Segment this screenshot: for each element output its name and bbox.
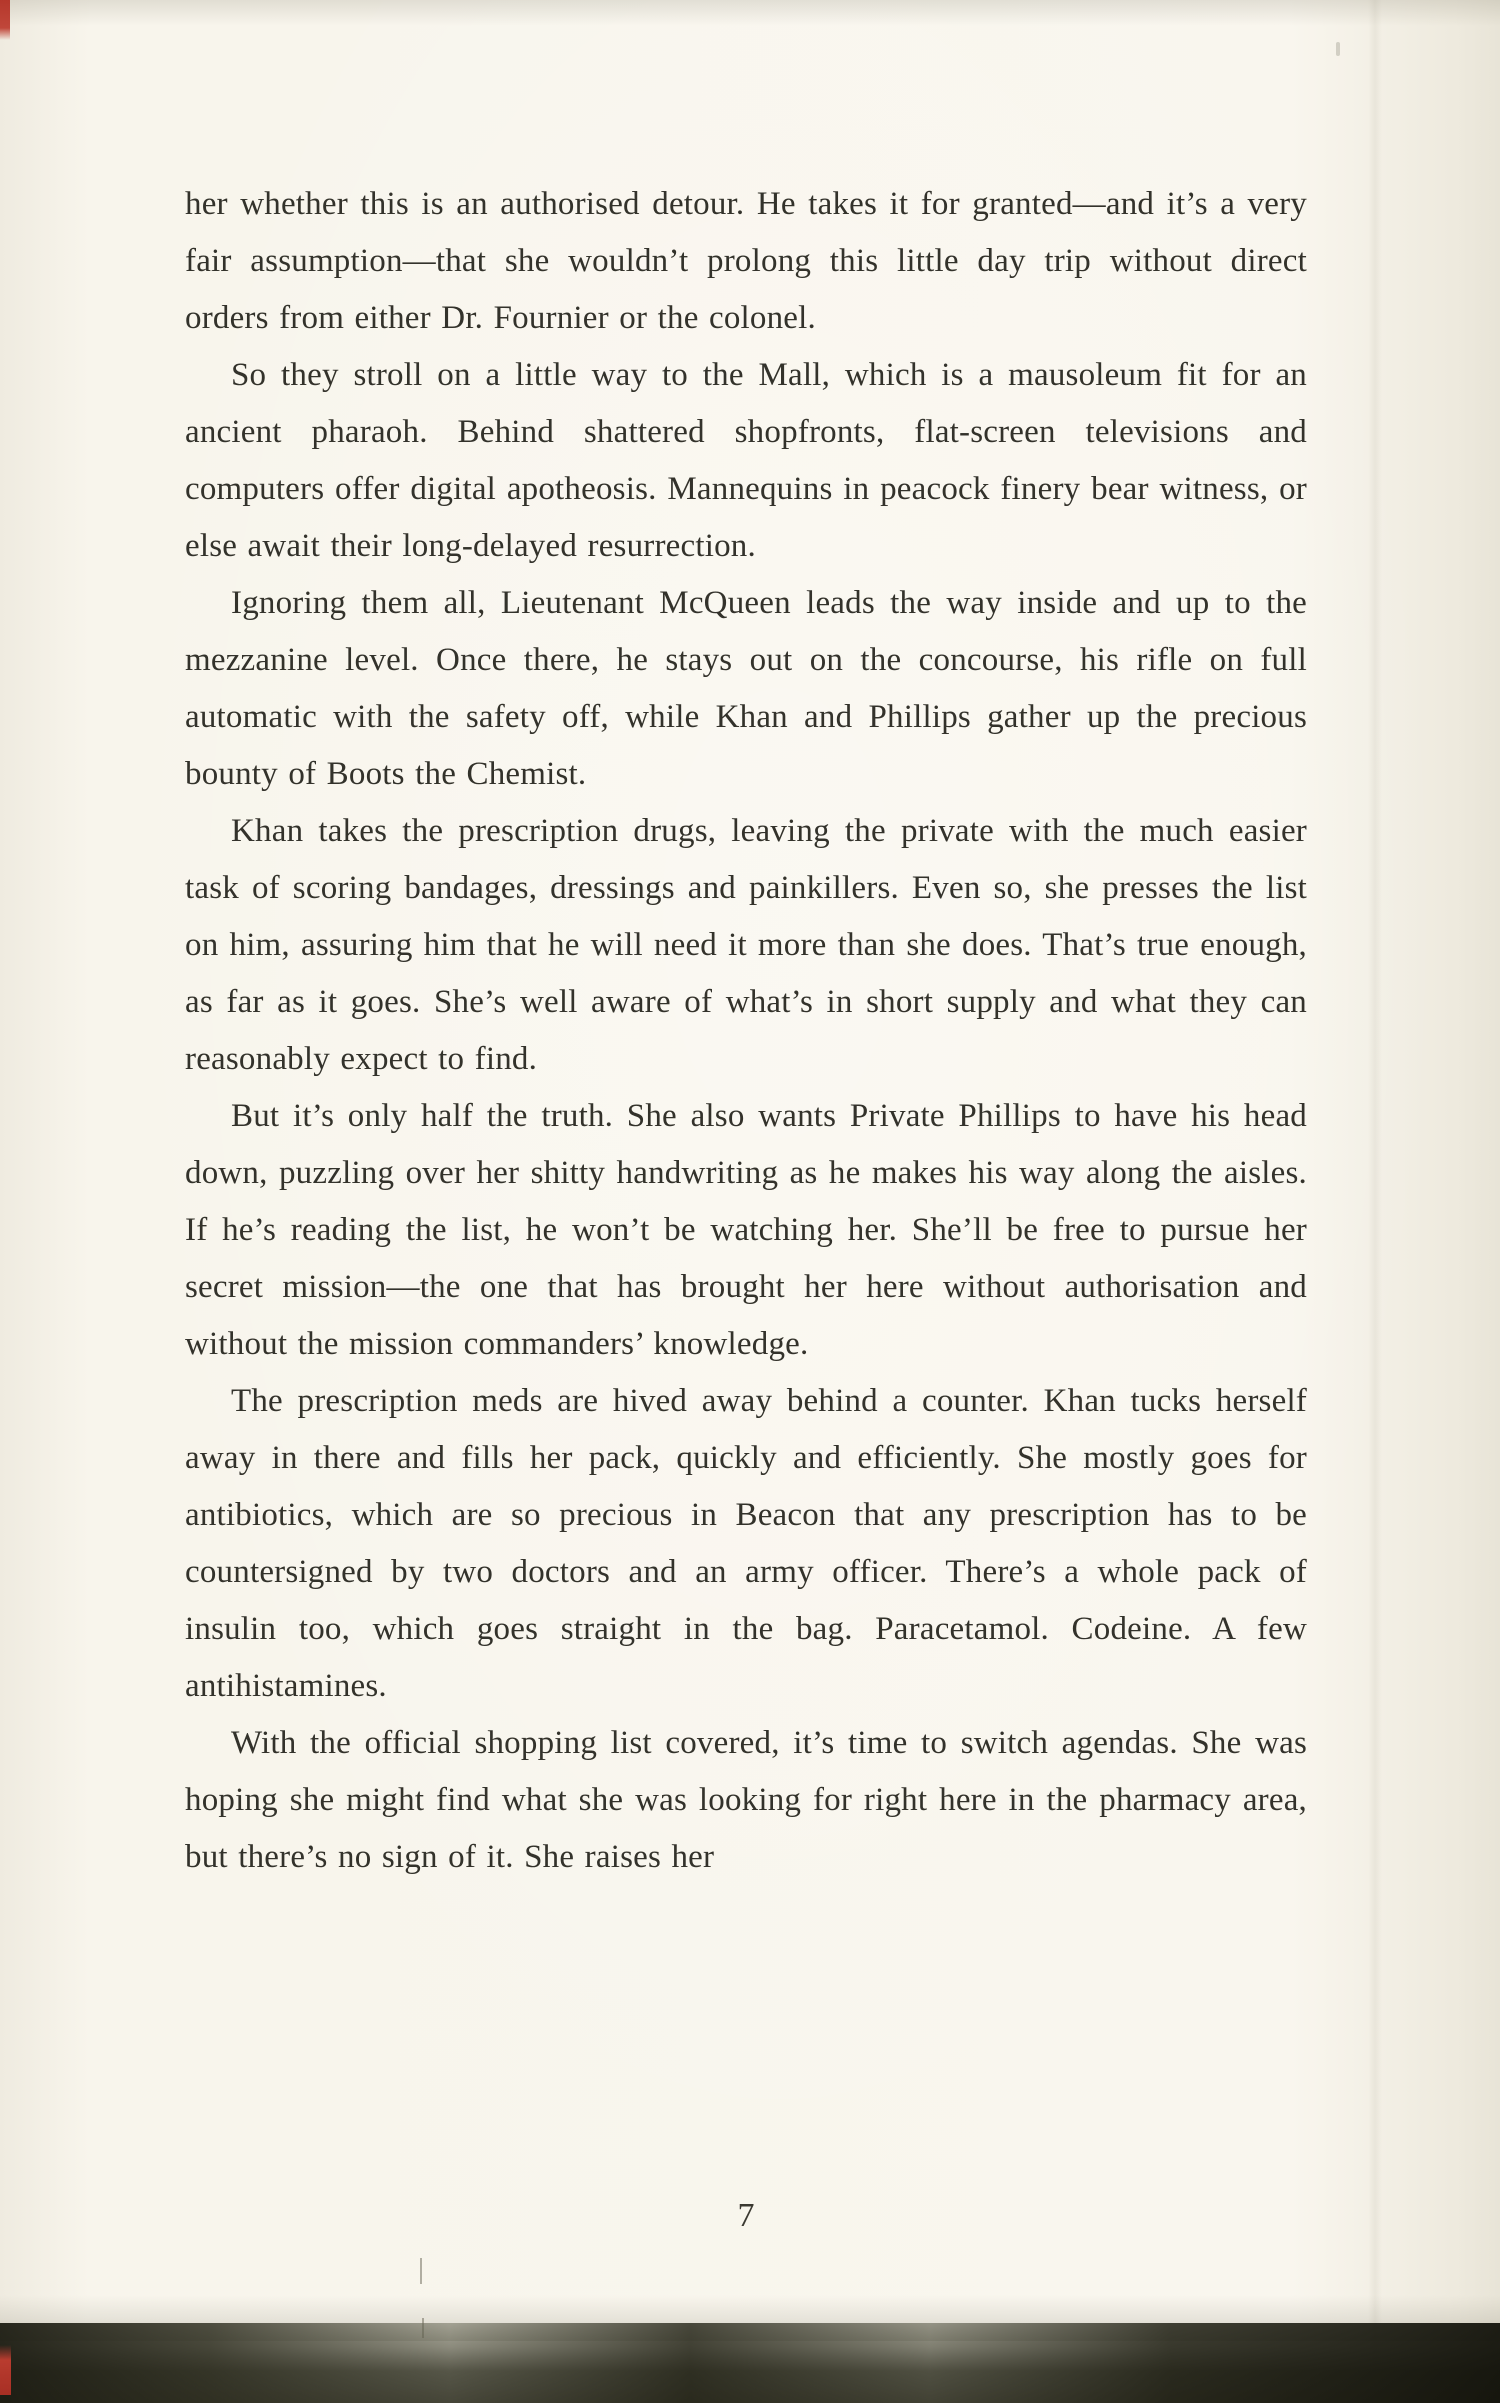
paragraph: So they stroll on a little way to the Mall, which is a mausoleum fit for an ancient pharaoh. Behind shattered shopfronts, flat-screen televisions and computers offer digital apotheosis. Mannequins in peacock finery bear witness, or else await their long-delayed resurrection. bbox=[185, 357, 1307, 564]
scan-speck bbox=[1336, 42, 1340, 56]
scan-top-shadow bbox=[0, 0, 1500, 26]
paragraph: her whether this is an authorised detour. He takes it for granted—and it’s a very fair assumption—that she wouldn’t prolong this little day trip without direct orders from either Dr. Fournier or the colonel. bbox=[185, 186, 1307, 336]
scan-artifact-red-bottom bbox=[0, 2345, 11, 2395]
paragraph: Ignoring them all, Lieutenant McQueen leads the way inside and up to the mezzanine level. Once there, he stays out on the concourse, his rifle on full automatic with the safety off, while Khan and Phillips gather up the precious bounty of Boots the Chemist. bbox=[185, 585, 1307, 792]
paragraph: The prescription meds are hived away behind a counter. Khan tucks herself away in there and fills her pack, quickly and efficiently. She mostly goes for antibiotics, which are so precious in Beacon that any prescription has to be countersigned by two doctors and an army officer. There’s a whole pack of insulin too, which goes straight in the bag. Paracetamol. Codeine. A few antihistamines. bbox=[185, 1383, 1307, 1704]
page-number: 7 bbox=[737, 2197, 755, 2234]
paragraph: But it’s only half the truth. She also wants Private Phillips to have his head down, puzzling over her shitty handwriting as he makes his way along the aisles. If he’s reading the list, he won’t be watching her. She’ll be free to pursue her secret mission—the one that has brought her here without authorisation and without the mission commanders’ knowledge. bbox=[185, 1098, 1307, 1362]
paragraph: Khan takes the prescription drugs, leaving the private with the much easier task of scoring bandages, dressings and painkillers. Even so, she presses the list on him, assuring him that he will need it more than she does. That’s true enough, as far as it goes. She’s well aware of what’s in short supply and what they can reasonably expect to find. bbox=[185, 813, 1307, 1077]
scan-bottom-shadow bbox=[0, 2323, 1500, 2403]
page-body bbox=[185, 176, 1307, 1886]
scan-artifact-red-top bbox=[0, 0, 10, 40]
paragraph: With the official shopping list covered, it’s time to switch agendas. She was hoping she might find what she was looking for right here in the pharmacy area, but there’s no sign of it. She raises her bbox=[185, 1725, 1307, 1875]
scan-speck bbox=[420, 2258, 422, 2284]
scan-streak bbox=[1368, 0, 1382, 2403]
